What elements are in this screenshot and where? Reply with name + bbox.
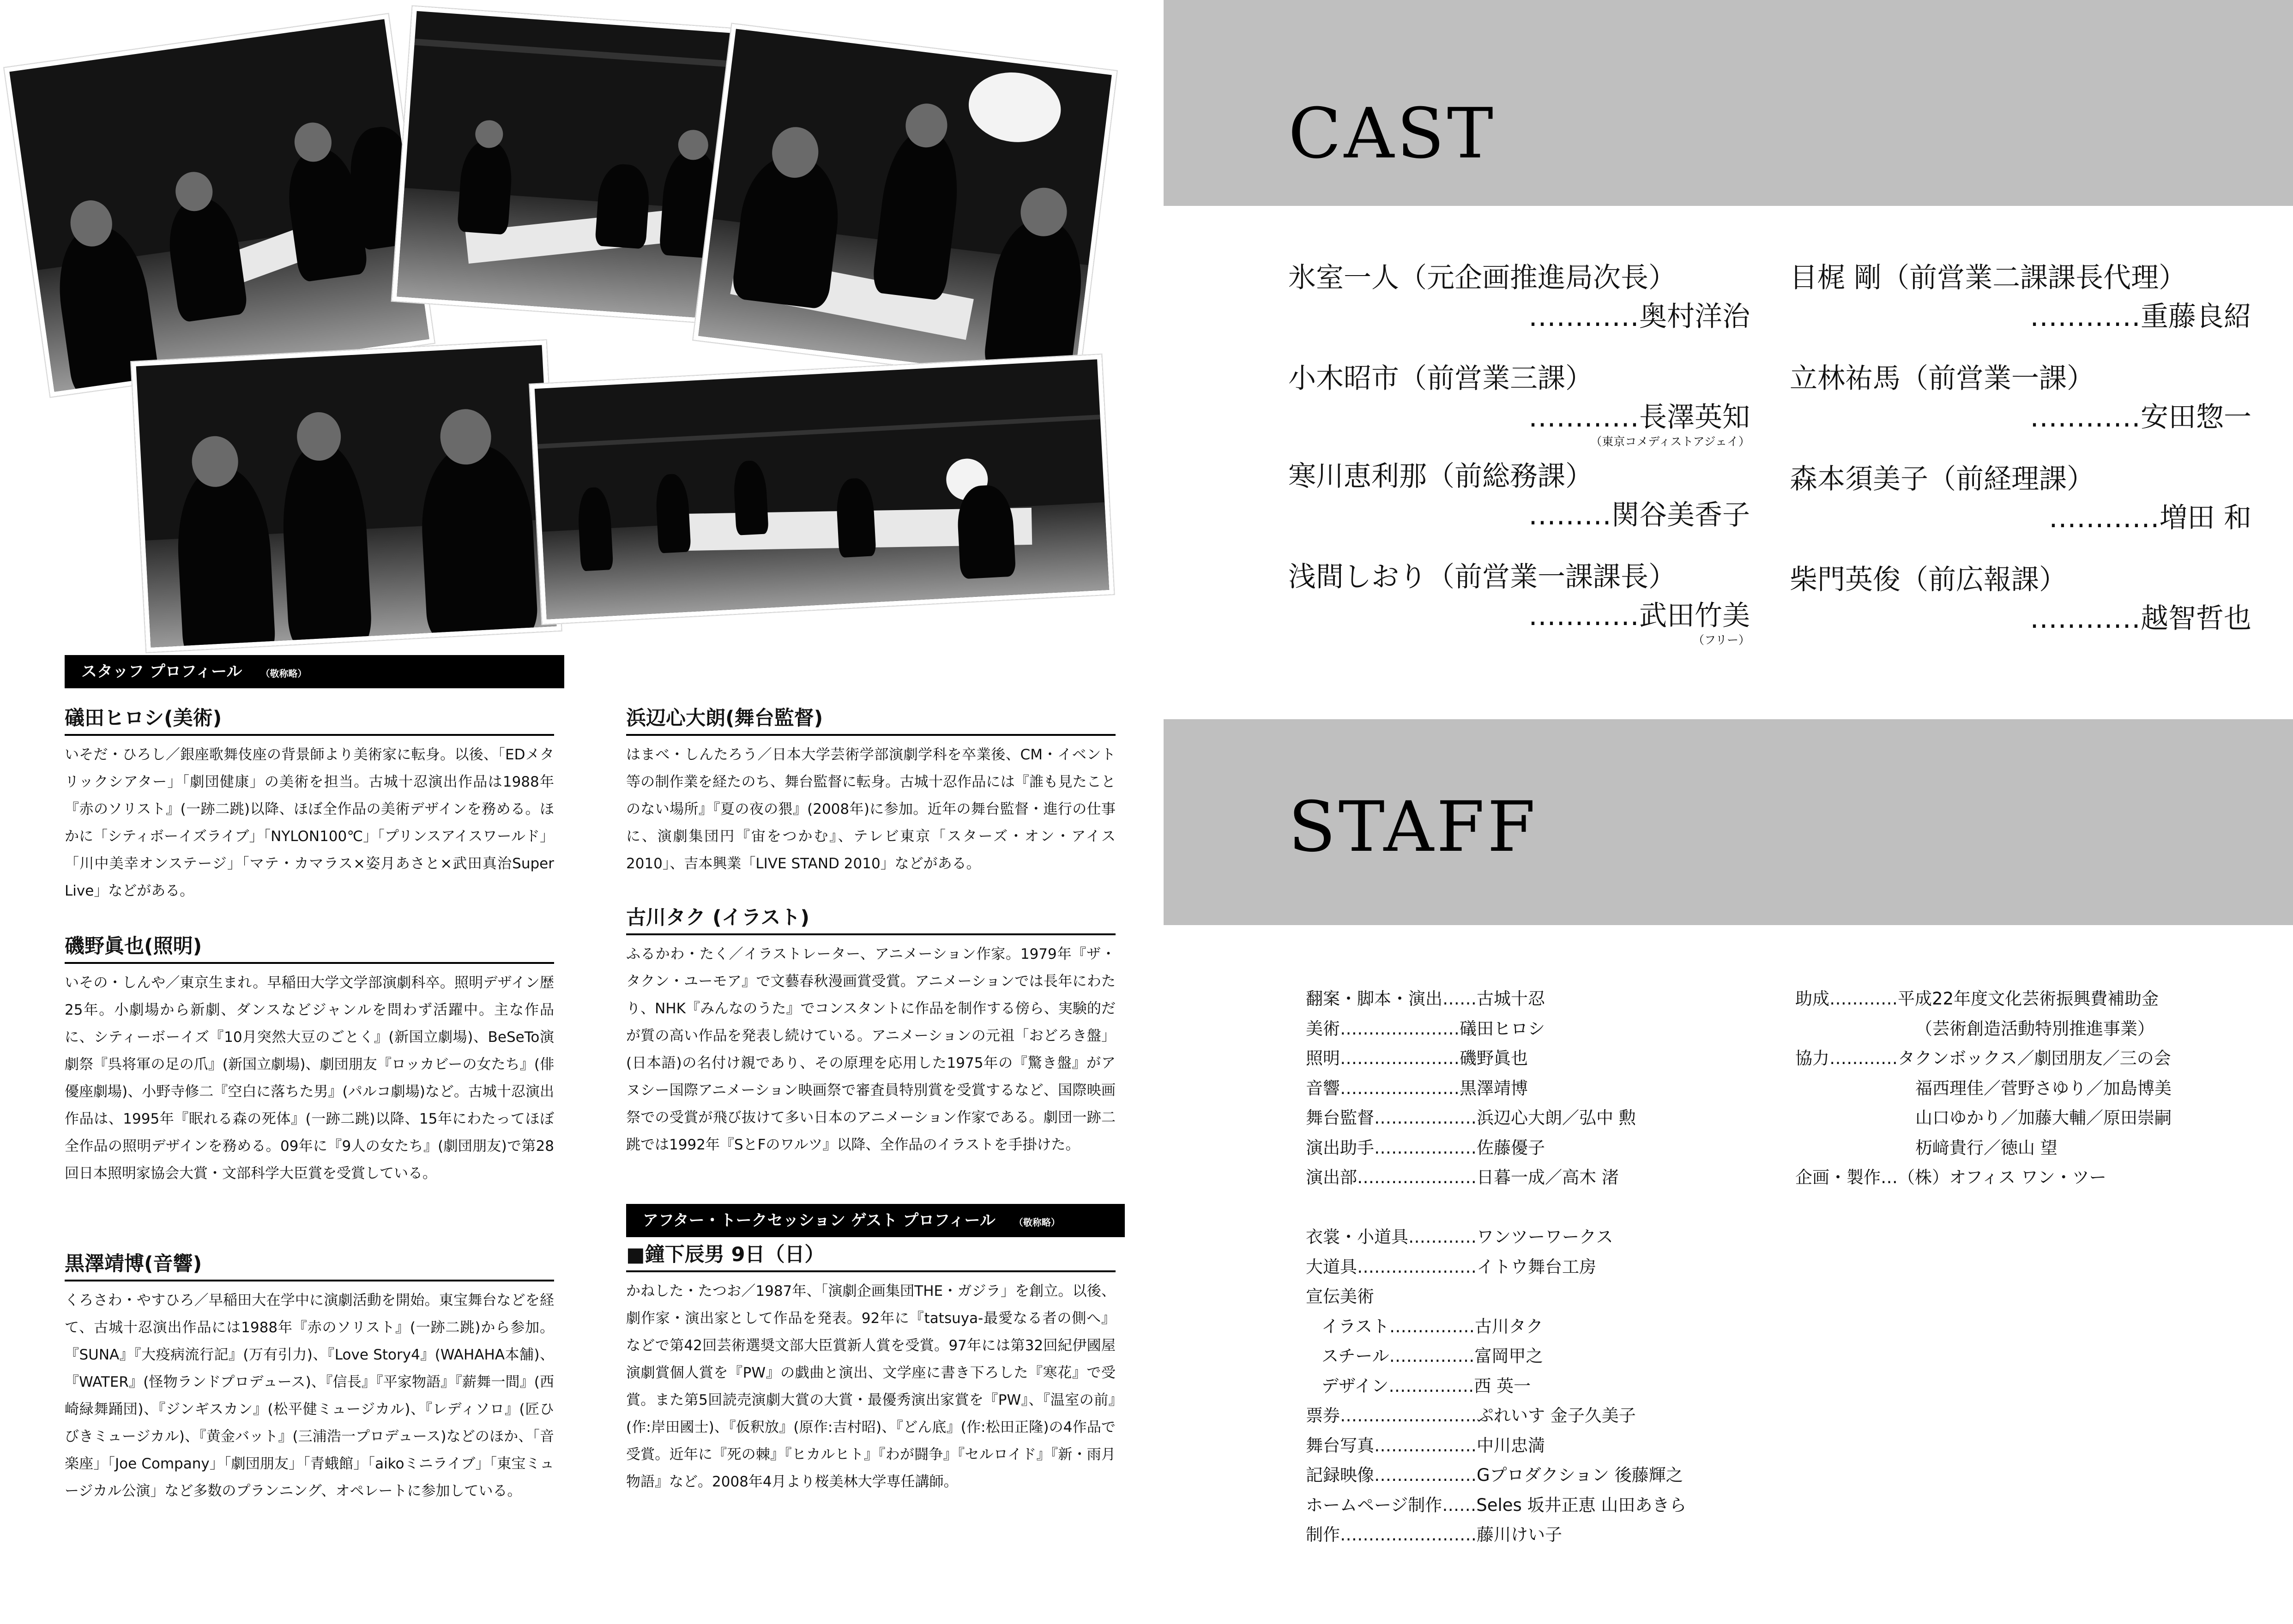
profile-isoda <box>65 705 554 905</box>
staff-credit-text: 宣伝美術 <box>1306 1287 1374 1306</box>
cast-spacer <box>1790 437 2251 452</box>
staff-credit-text: 山口ゆかり／加藤大輔／原田崇嗣 <box>1915 1108 2172 1128</box>
cast-entry <box>1288 259 1750 352</box>
staff-credit <box>1306 1461 1686 1491</box>
staff-profile-title: スタッフ プロフィール <box>81 662 242 681</box>
cast-actor: …………増田 和 <box>2048 502 2251 534</box>
divider <box>626 1270 1116 1272</box>
staff-credit <box>1306 1014 1686 1044</box>
cast-entry <box>1288 558 1750 648</box>
cast-entry <box>1790 560 2251 654</box>
staff-credit <box>1795 1163 2172 1193</box>
staff-credit-text: 演出部…………………日暮一成／高木 渚 <box>1306 1167 1619 1187</box>
profile-body: くろさわ・やすひろ／早稲田大在学中に演劇活動を開始。東宝舞台などを経て、古城十忍演出作品には1988年『赤のソリスト』(一跡二跳)から参加。『SUNA』『大疫病流行記』(万有引力)、『Love Story4』(WAHAHA本舗)、『WATER』(怪物ランドプロデュース)、『信長』『平家物語』『薪舞一間』(西崎緑舞踊団)、『ジンギスカン』(松平健ミュージカル)、『レディソロ』(匠ひびきミュージカル)、『黄金バット』(三浦浩一プロデュース)などのほか、「音楽座」「Joe Company」「劇団朋友」「青蛾館」「aikoミニライブ」「東宝ミュージカル公演」など多数のプランニング、オペレートに参加している。 <box>65 1292 554 1499</box>
cast-entry <box>1288 457 1750 550</box>
rehearsal-photo-3 <box>693 24 1117 387</box>
cast-column-left <box>1288 259 1750 656</box>
guest-name: ■鐘下辰男 9日（日） <box>626 1243 825 1266</box>
cast-entry <box>1790 359 2251 452</box>
cast-affiliation: （フリー） <box>1692 633 1750 647</box>
cast-column-right <box>1790 259 2251 661</box>
staff-credit-text: 記録映像………………Gプロダクション 後藤輝之 <box>1306 1465 1683 1485</box>
cast-role: 浅間しおり（前営業一課課長） <box>1288 561 1676 593</box>
staff-credit-text: 杤﨑貴行／徳山 望 <box>1915 1137 2058 1158</box>
staff-credit-text: 助成…………平成22年度文化芸術振興費補助金 <box>1795 989 2159 1009</box>
staff-credit <box>1795 984 2172 1014</box>
cast-actor: …………安田惣一 <box>2030 401 2251 433</box>
staff-credit <box>1306 984 1686 1014</box>
staff-credit <box>1795 1044 2172 1074</box>
staff-profile-header <box>65 655 564 688</box>
divider <box>65 962 554 964</box>
staff-credit <box>1795 1074 2172 1104</box>
staff-credit-text: スチール……………富岡甲之 <box>1321 1346 1543 1366</box>
staff-credit-text: ホームページ制作……Seles 坂井正恵 山田あきら <box>1306 1495 1687 1515</box>
cast-actor: …………奥村洋治 <box>1528 301 1750 333</box>
profile-name: 礒田ヒロシ(美術) <box>65 707 222 730</box>
staff-credit <box>1795 1103 2172 1133</box>
profile-name: 浜辺心大朗(舞台監督) <box>626 707 823 730</box>
cast-actor: …………越智哲也 <box>2030 602 2251 635</box>
staff-credit <box>1306 1103 1686 1133</box>
staff-credit-text: 音響…………………黒澤靖博 <box>1306 1078 1528 1098</box>
divider <box>626 734 1116 736</box>
profile-hamabe <box>626 705 1116 878</box>
staff-credit <box>1306 1163 1686 1193</box>
staff-credit-text: （芸術創造活動特別推進事業） <box>1915 1018 2154 1039</box>
profile-body: いその・しんや／東京生まれ。早稲田大学文学部演劇科卒。照明デザイン歴25年。小劇場から新劇、ダンスなどジャンルを問わず活躍中。主な作品に、シティーボーイズ『10月突然大豆のごとく』(新国立劇場)、BeSeTo演劇祭『呉将軍の足の爪』(新国立劇場)、劇団朋友『ロッカビーの女たち』(俳優座劇場)、小野寺修二『空白に落ちた男』(パルコ劇場)など。古城十忍演出作品は、1995年『眠れる森の死体』(一跡二跳)以降、15年にわたってほぼ全作品の照明デザインを務める。09年に『9人の女たち』(劇団朋友)で第28回日本照明家協会大賞・文部科学大臣賞を受賞している。 <box>65 974 554 1182</box>
cast-actor: …………武田竹美 <box>1528 600 1750 632</box>
profile-name: 古川タク (イラスト) <box>626 906 809 929</box>
cast-actor: …………重藤良紹 <box>2030 301 2251 333</box>
staff-spacer <box>1306 1193 1686 1223</box>
staff-profile-note: （敬称略） <box>260 668 307 679</box>
staff-credit-text: 票券……………………ぷれいす 金子久美子 <box>1306 1406 1636 1426</box>
staff-credit-text: 照明…………………磯野眞也 <box>1306 1048 1528 1068</box>
staff-column-left <box>1306 984 1686 1550</box>
cast-actor: …………長澤英知 <box>1528 401 1750 433</box>
cast-entry <box>1790 460 2251 553</box>
staff-credit <box>1306 1371 1686 1401</box>
staff-credit <box>1306 1401 1686 1431</box>
staff-credit <box>1306 1341 1686 1371</box>
guest-profile-title: アフター・トークセッション ゲスト プロフィール <box>643 1211 996 1230</box>
guest-profile-note: （敬称略） <box>1014 1217 1060 1228</box>
staff-credit-text: 協力…………タクンボックス／劇団朋友／三の会 <box>1795 1048 2171 1068</box>
cast-actor: ………関谷美香子 <box>1528 499 1750 531</box>
staff-column-right <box>1795 984 2172 1193</box>
cast-spacer <box>1790 537 2251 553</box>
staff-title: STAFF <box>1288 787 1539 867</box>
cast-role: 目梶 剛（前営業二課課長代理） <box>1790 262 2187 294</box>
staff-credit-text: 衣裳・小道具…………ワンツーワークス <box>1306 1227 1613 1247</box>
profile-body: ふるかわ・たく／イラストレーター、アニメーション作家。1979年『ザ・タクン・ユーモア』で文藝春秋漫画賞受賞。アニメーションでは長年にわたり、NHK『みんなのうた』でコンスタントに作品を制作する傍ら、実験的だが質の高い作品を発表し続けている。アニメーションの元祖「おどろき盤」(日本語)の名付け親であり、その原理を応用した1975年の『驚き盤』がアヌシー国際アニメーション映画祭で審査員特別賞を受賞するなど、国際映画祭での受賞が飛び抜けて多い日本のアニメーション作家である。劇団一跡二跳では1992年『SとFのワルツ』以降、全作品のイラストを手掛けた。 <box>626 946 1116 1153</box>
staff-credit <box>1795 1014 2172 1044</box>
cast-role: 立林祐馬（前営業一課） <box>1790 362 2094 395</box>
profile-name: 磯野眞也(照明) <box>65 935 202 958</box>
divider <box>65 734 554 736</box>
staff-credit-text: イラスト……………古川タク <box>1321 1316 1543 1336</box>
staff-credit <box>1306 1491 1686 1521</box>
profile-body: はまべ・しんたろう／日本大学芸術学部演劇学科を卒業後、CM・イベント等の制作業を経たのち、舞台監督に転身。古城十忍作品には『誰も見たことのない場所』『夏の夜の猥』(2008年)に参加。近年の舞台監督・進行の仕事に、演劇集団円『宙をつかむ』、テレビ東京「スターズ・オン・アイス2010」、吉本興業「LIVE STAND 2010」などがある。 <box>626 746 1116 872</box>
cast-spacer <box>1288 535 1750 550</box>
staff-credit-text: 大道具…………………イトウ舞台工房 <box>1306 1257 1596 1277</box>
rehearsal-photo-1 <box>4 14 434 397</box>
profile-name: 黒澤靖博(音響) <box>65 1252 202 1275</box>
cast-role: 氷室一人（元企画推進局次長） <box>1288 262 1676 294</box>
cast-title: CAST <box>1288 94 1496 174</box>
profile-furukawa <box>626 905 1116 1159</box>
staff-credit-text: 制作……………………藤川けい子 <box>1306 1525 1562 1545</box>
cast-spacer <box>1790 336 2251 352</box>
staff-credit-text: 福西理佳／菅野さゆり／加島博美 <box>1915 1078 2172 1098</box>
cast-role: 柴門英俊（前広報課） <box>1790 564 2067 596</box>
staff-credit <box>1306 1312 1686 1342</box>
cast-entry <box>1790 259 2251 352</box>
profile-isono <box>65 933 554 1187</box>
profile-guest <box>626 1270 1116 1496</box>
staff-credit <box>1306 1133 1686 1163</box>
staff-credit-text: 企画・製作…（株）オフィス ワン・ツー <box>1795 1167 2106 1187</box>
divider <box>65 1280 554 1281</box>
staff-credit <box>1306 1044 1686 1074</box>
staff-credit-text: 舞台監督………………浜辺心大朗／弘中 勲 <box>1306 1108 1636 1128</box>
rehearsal-photo-5 <box>530 355 1114 624</box>
cast-role: 小木昭市（前営業三課） <box>1288 362 1593 395</box>
cast-role: 寒川恵利那（前総務課） <box>1288 460 1593 493</box>
staff-credit-text: 演出助手………………佐藤優子 <box>1306 1137 1545 1158</box>
staff-credit <box>1306 1222 1686 1252</box>
staff-credit <box>1306 1431 1686 1461</box>
profile-body: かねした・たつお／1987年、「演劇企画集団THE・ガジラ」を創立。以後、劇作家・演出家として作品を発表。92年に『tatsuya-最愛なる者の側へ』などで第42回芸術選奨文部大臣賞新人賞を受賞。97年には第32回紀伊國屋演劇賞個人賞を『PW』の戯曲と演出、文学座に書き下ろした『寒花』で受賞。また第5回読売演劇大賞の大賞・最優秀演出家賞を『PW』、『温室の前』(作:岸田國士)、『仮釈放』(原作:吉村昭)、『どん底』(作:松田正隆)の4作品で受賞。近年に『死の棘』『ヒカルヒト』『わが闘争』『セルロイド』『新・雨月物語』など。2008年4月より桜美林大学専任講師。 <box>626 1283 1116 1490</box>
staff-credit-text: デザイン……………西 英一 <box>1321 1376 1531 1396</box>
staff-credit <box>1306 1074 1686 1104</box>
staff-credit <box>1306 1282 1686 1312</box>
cast-entry <box>1288 359 1750 450</box>
staff-credit-text: 翻案・脚本・演出……古城十忍 <box>1306 989 1545 1009</box>
guest-profile-header <box>626 1204 1125 1237</box>
cast-affiliation: （東京コメディストアジェイ） <box>1590 435 1750 448</box>
cast-role: 森本須美子（前経理課） <box>1790 463 2094 495</box>
profile-body: いそだ・ひろし／銀座歌舞伎座の背景師より美術家に転身。以後、「EDメタリックシアター」「劇団健康」の美術を担当。古城十忍演出作品は1988年『赤のソリスト』(一跡二跳)以降、ほぼ全作品の美術デザインを務める。ほかに「シティボーイズライブ」「NYLON100℃」「プリンスアイスワールド」「川中美幸オンステージ」「マテ・カマラス×姿月あさと×武田真治Super Live」などがある。 <box>65 746 554 899</box>
staff-credit-text: 美術…………………礒田ヒロシ <box>1306 1018 1545 1039</box>
cast-spacer <box>1288 336 1750 352</box>
staff-credit <box>1795 1133 2172 1163</box>
rehearsal-photo-4 <box>131 340 561 652</box>
profile-kurosawa <box>65 1251 554 1505</box>
staff-credit-text: 舞台写真………………中川忠満 <box>1306 1435 1545 1456</box>
staff-credit <box>1306 1252 1686 1282</box>
staff-credit <box>1306 1520 1686 1550</box>
cast-spacer <box>1790 638 2251 654</box>
divider <box>626 933 1116 935</box>
